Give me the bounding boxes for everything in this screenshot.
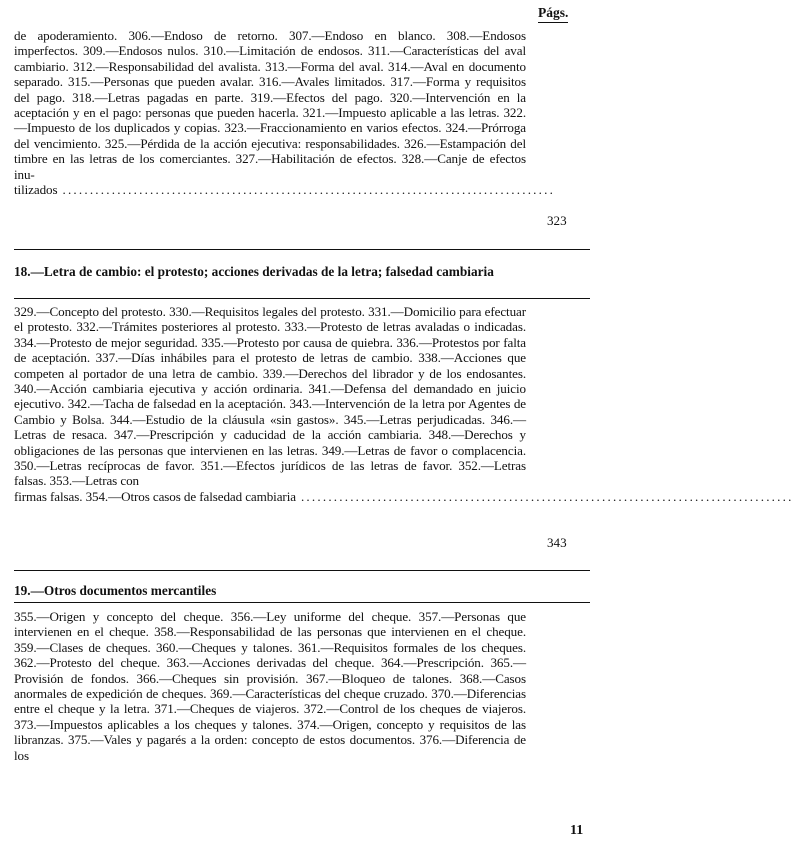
section-18-body: 329.—Concepto del protesto. 330.—Requisitos legales del protesto. 331.—Domicilio para efectuar el protesto. 332.—Trámites posteriores al protesto. 333.—Protesto de letras avaladas o indicadas. 334.—Protesto de mejor seguridad. 335.—Protesto por causa de quiebra. 336.—Protestos por falta de aceptación. 337.—Días inhábiles para el protesto de letras de cambio. 338.—Acciones que competen al portador de una letra de cambio. 339.—Derechos del librador y de los endosantes. 340.—Acción cambiaria ejecutiva y acción ordinaria. 341.—Defensa del demandado en juicio ejecutivo. 342.—Tacha de falsedad en la aceptación. 343.—Intervención de la letra por Agentes de Cambio y Bolsa. 344.—Estudio de la cláusula «sin gastos». 345.—Letras perjudicadas. 346.—Letras de resaca. 347.—Prescripción y caducidad de la acción cambiaria. 348.—Derechos y obligaciones de las personas que intervienen en las letras. 349.—Letras de favor o complacencia. 350.—Letras recíprocas de favor. 351.—Efectos jurídicos de las letras de favor. 352.—Letras falsas. 353.—Letras con — [14, 304, 526, 489]
section-19-heading: 19.—Otros documentos mercantiles — [14, 583, 217, 598]
section-18-leader-line — [14, 488, 794, 504]
section-17-page-number: 323 — [547, 213, 567, 228]
section-17-body: de apoderamiento. 306.—Endoso de retorno. 307.—Endoso en blanco. 308.—Endosos imperfectos. 309.—Endosos nulos. 310.—Limitación de endosos. 311.—Características del aval cambiario. 312.—Responsabilidad del avalista. 313.—Forma del aval. 314.—Aval en documento separado. 315.—Personas que pueden avalar. 316.—Avales limitados. 317.—Forma y requisitos del pago. 318.—Letras pagadas en parte. 319.—Efectos del pago. 320.—Intervención en la aceptación y en el pago: personas que pueden hacerla. 321.—Impuesto aplicable a las letras. 322.—Impuesto de los duplicados y copias. 323.—Fraccionamiento en varios efectos. 324.—Prórroga del vencimiento. 325.—Pérdida de la acción ejecutiva: responsabilidades. 326.—Estampación del timbre en las letras de los comerciantes. 327.—Habilitación de efectos. 328.—Canje de efectos inu- — [14, 28, 526, 182]
pages-column-header: Págs. — [538, 4, 568, 23]
section-18-content — [14, 304, 794, 504]
dot-leader: .......................................................................................... — [300, 488, 794, 504]
section-19-content — [14, 609, 526, 763]
section-18-heading: 18.—Letra de cambio: el protesto; acciones derivadas de la letra; falsedad cambiaria — [14, 264, 494, 279]
section-18-last-line: firmas falsas. 354.—Otros casos de falsedad cambiaria — [14, 488, 296, 504]
dot-leader: .......................................................................................... — [62, 182, 556, 198]
section-19-body: 355.—Origen y concepto del cheque. 356.—Ley uniforme del cheque. 357.—Personas que intervienen en el cheque. 358.—Responsabilidad de las personas que intervienen en el cheque. 359.—Clases de cheques. 360.—Cheques y talones. 361.—Requisitos formales de los cheques. 362.—Protesto del cheque. 363.—Acciones derivadas del cheque. 364.—Prescripción. 365.—Provisión de fondos. 366.—Cheques sin provisión. 367.—Bloqueo de talones. 368.—Casos anormales de expedición de cheques. 369.—Características del cheque cruzado. 370.—Diferencias entre el cheque y la letra. 371.—Cheques de viajeros. 372.—Control de los cheques de viajeros. 373.—Impuestos aplicables a los cheques y talones. 374.—Origen, concepto y requisitos de las libranzas. 375.—Vales y pagarés a la orden: concepto de estos documentos. 376.—Diferencia de los — [14, 609, 526, 763]
section-18-page-number: 343 — [547, 535, 567, 550]
section-17-continuation — [14, 28, 556, 198]
section-divider — [14, 298, 590, 299]
page-folio-number: 11 — [570, 823, 584, 838]
section-17-last-line: tilizados — [14, 182, 58, 198]
section-17-leader-line — [14, 182, 556, 198]
section-divider — [14, 570, 590, 571]
section-divider — [14, 602, 590, 603]
section-divider — [14, 249, 590, 250]
